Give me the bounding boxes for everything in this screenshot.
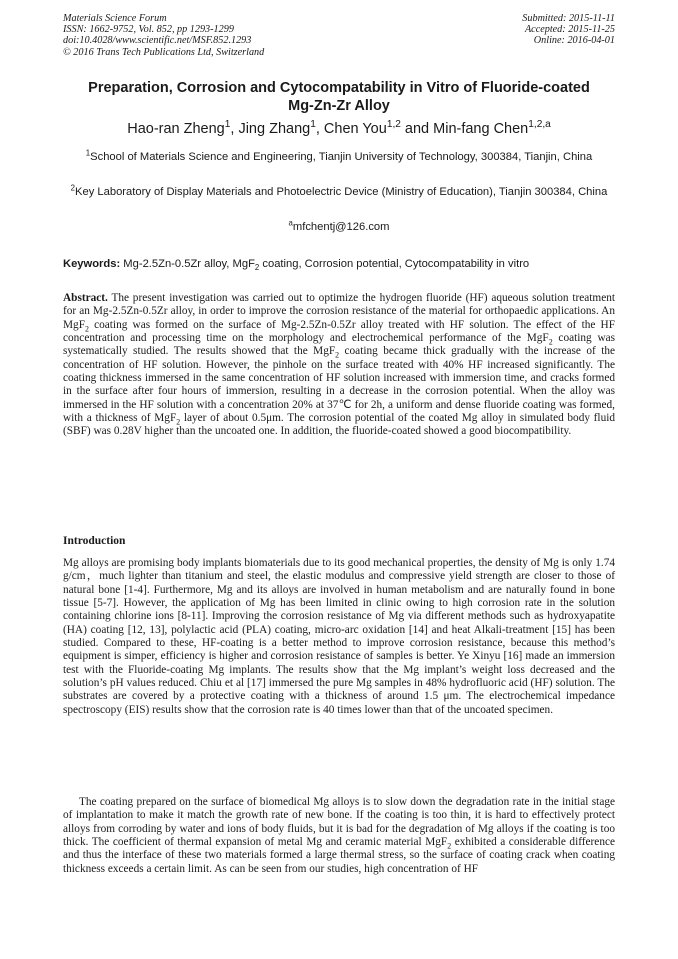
abstract-text: layer of about 0.5μm. The corrosion potential of the coated Mg alloy in simulated body fluid (SBF) was 0.28V higher than the uncoated one. In addition, the fluoride-coated showed a good biocompatibility. bbox=[63, 412, 616, 438]
paper-title bbox=[50, 80, 628, 115]
subscript: 2 bbox=[548, 337, 553, 347]
affiliation-1 bbox=[63, 150, 615, 164]
author-separator: , bbox=[230, 121, 239, 137]
affiliation-mark: 2 bbox=[70, 183, 76, 193]
keywords bbox=[63, 257, 623, 271]
dates-header bbox=[395, 13, 615, 47]
email-mark: a bbox=[288, 218, 293, 228]
keywords-label: Keywords: bbox=[63, 258, 121, 270]
abstract-label: Abstract. bbox=[63, 292, 108, 304]
author-name: Jing Zhang bbox=[238, 121, 311, 137]
abstract-text: coating was formed on the surface of Mg-2.5Zn-0.5Zr alloy treated with HF solution. The effect of the HF concentration and processing time on the morphology and electrochemical performance of the MgF bbox=[63, 318, 615, 345]
author-affiliation-mark: 1,2 bbox=[386, 119, 401, 131]
abstract-text: coating was systematically studied. The results showed that the MgF bbox=[63, 332, 616, 358]
abstract bbox=[63, 292, 615, 439]
author-affiliation-mark: 1,2,a bbox=[528, 119, 551, 131]
accepted-date: Accepted: 2015-11-25 bbox=[524, 24, 615, 36]
subscript: 2 bbox=[254, 263, 260, 273]
affiliation-text: School of Materials Science and Engineering, Tianjin University of Technology, 300384, Tianjin, China bbox=[90, 151, 593, 163]
corresponding-email bbox=[63, 220, 615, 234]
affiliation-mark: 1 bbox=[85, 148, 91, 158]
author-affiliation-mark: 1 bbox=[224, 119, 231, 131]
keywords-text: Mg-2.5Zn-0.5Zr alloy, MgF bbox=[120, 258, 255, 270]
author-name: Hao-ran Zheng bbox=[127, 121, 225, 137]
issn-line: ISSN: 1662-9752, Vol. 852, pp 1293-1299 bbox=[63, 24, 234, 36]
abstract-text: The present investigation was carried out to optimize the hydrogen fluoride (HF) aqueous solution treatment for an Mg-2.5Zn-0.5Zr alloy, in order to improve the corrosion resistance of the material for orthopaedic applications. An MgF bbox=[63, 292, 615, 331]
submitted-date: Submitted: 2015-11-11 bbox=[522, 13, 615, 24]
abstract-text: coating became thick gradually with the increase of the concentration of HF solution. However, the pinhole on the surface treated with 40% HF increased significantly. The coating thickness immersed in the same concentration of HF solution increased with immersion time, and cracks formed in the surface after four hours of immersion, resulting in a decrease in the corrosion potential. When the alloy was immersed in the HF solution with a concentration 20% at 37℃ for 2h, a uniform and dense fluoride coating was formed, with a thickness of MgF bbox=[63, 345, 615, 425]
keywords-text: coating, Corrosion potential, Cytocompatability in vitro bbox=[259, 258, 530, 270]
intro-paragraph-2 bbox=[63, 796, 615, 876]
subscript: 2 bbox=[176, 417, 181, 427]
author-name: Min-fang Chen bbox=[433, 121, 529, 137]
author-separator: and bbox=[400, 121, 434, 137]
paragraph-text: exhibited a considerable difference and thus the interface of these two materials formed a large thermal stress, so the surface of coating crack when coating thickness exceeds a certain limit. As can be seen from our studies, high concentration of HF bbox=[63, 836, 615, 875]
title-line-2: Mg-Zn-Zr Alloy bbox=[288, 97, 390, 114]
affiliation-2 bbox=[63, 185, 615, 199]
email-address: mfchentj@126.com bbox=[292, 221, 390, 233]
title-line-1: Preparation, Corrosion and Cytocompatability in Vitro of Fluoride-coated bbox=[88, 80, 590, 96]
online-date: Online: 2016-04-01 bbox=[533, 35, 615, 47]
author-separator: , bbox=[315, 121, 324, 137]
doi-line: doi:10.4028/www.scientific.net/MSF.852.1293 bbox=[63, 35, 252, 47]
author-list bbox=[50, 120, 628, 138]
intro-paragraph-1: Mg alloys are promising body implants biomaterials due to its good mechanical properties, the density of Mg is only 1.74 g/cm，much lighter than titanium and steel, the elastic modulus and compressive yield strength are closer to those of natural bone [1-4]. Furthermore, Mg and its alloys are involved in human metabolism and are naturally found in bone tissue [5-7]. However, the application of Mg has been limited in clinic owing to high corrosion rate in the solution containing chlorine ions [8-11]. Improving the corrosion resistance of Mg via different methods such as hydroxyapatite (HA) coating [12, 13], polylactic acid (PLA) coating, micro-arc oxidation [14] and heat Alkali-treatment [15] has been studied. Compared to these, HF-coating is a better method to improve corrosion resistance, because this method’s equipment is simper, efficiency is higher and corrosion resistance of samples is better. Ye Xinyu [16] made an immersion test with the Fluoride-coating Mg implants. The results show that the Mg implant’s weight loss decreased and the solution’s pH values reduced. Chiu et al [17] immersed the pure Mg samples in 48% hydrofluoric acid (HF) solution. The substrates are covered by a protective coating with a thickness of around 1.5 μm. The electrochemical impedance spectroscopy (EIS) results show that the corrosion rate is 40 times lower than that of the uncoated specimen. bbox=[63, 557, 615, 716]
section-heading-introduction: Introduction bbox=[63, 535, 126, 547]
author-name: Chen You bbox=[323, 121, 387, 137]
subscript: 2 bbox=[84, 323, 89, 333]
copyright-line: © 2016 Trans Tech Publications Ltd, Switzerland bbox=[63, 46, 265, 58]
journal-name: Materials Science Forum bbox=[63, 13, 167, 24]
author-affiliation-mark: 1 bbox=[310, 119, 316, 131]
journal-header bbox=[63, 13, 383, 58]
affiliation-text: Key Laboratory of Display Materials and Photoelectric Device (Ministry of Education), Tianjin 300384, China bbox=[75, 186, 608, 198]
subscript: 2 bbox=[335, 350, 340, 360]
paragraph-text: The coating prepared on the surface of biomedical Mg alloys is to slow down the degradation rate in the initial stage of implantation to make it match the growth rate of new bone. If the coating is too thin, it is hard to effectively protect alloys from corroding by water and ions of body fluids, but it is bad for the degradation of Mg alloys if the coating is too thick. The coefficient of thermal expansion of metal Mg and ceramic material MgF bbox=[63, 796, 615, 849]
subscript: 2 bbox=[447, 841, 452, 851]
